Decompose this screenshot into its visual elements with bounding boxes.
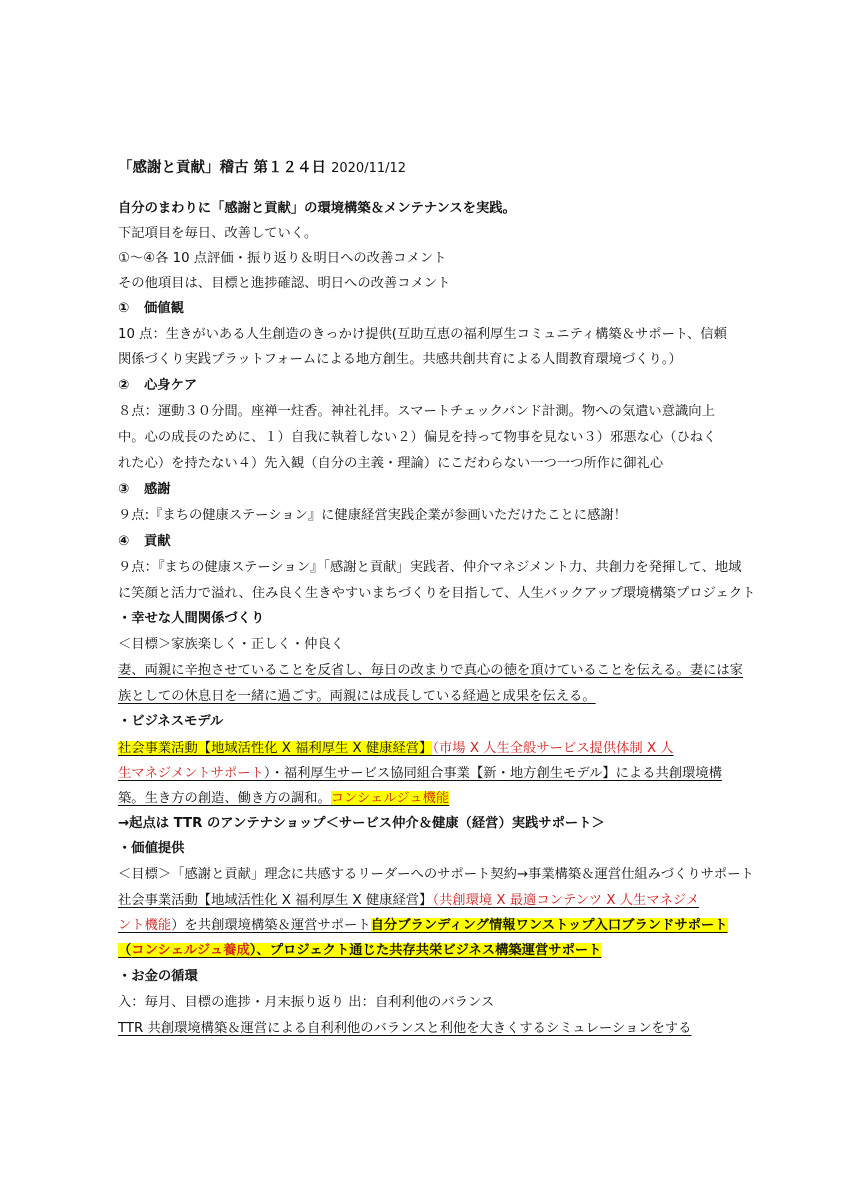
- section-contribution-line-1: ９点：『まちの健康ステーション』「感謝と貢献」実践者、仲介マネジメント力、共創力を発揮して、地域: [118, 560, 742, 575]
- intro-line-3: ①～④各 10 点評価・振り返り＆明日への改善コメント: [118, 251, 447, 266]
- money-cycle-line-2: TTR 共創環境構築＆運営による自利利他のバランスと利他を大きくするシミュレーションをする: [118, 1021, 692, 1036]
- value-offering-line-2: [118, 917, 738, 934]
- section-care-line-3: れた心）を持たない４）先入観（自分の主義・理論）にこだわらない一つ一つ所作に御礼心: [118, 456, 664, 471]
- business-model-line-1: [118, 740, 738, 757]
- section-values-line-2: 関係づくり実践プラットフォームによる地方創生。共感共創共育による人間教育環境づくり。）: [118, 352, 682, 367]
- section-number: ④: [118, 534, 130, 549]
- section-title: 価値観: [144, 301, 184, 316]
- red-text: （: [432, 893, 440, 908]
- highlight-red-text: コンシェルジュ養成: [131, 943, 250, 958]
- section-gratitude-line-1: ９点:『まちの健康ステーション』に健康経営実践企業が参画いただけたことに感謝！: [118, 508, 627, 523]
- highlight-red-text: コンシェルジュ機能: [330, 791, 450, 806]
- highlight-text: （: [118, 943, 132, 958]
- section-care-heading: [118, 377, 738, 394]
- section-number: ③: [118, 482, 130, 497]
- value-offering-goal: ＜目標＞「感謝と貢献」理念に共感するリーダーへのサポート契約→事業構築＆運営仕組みづくりサポート: [118, 867, 754, 882]
- highlight-text: ）、プロジェクト通じた共存共栄ビジネス構築運営サポート: [249, 943, 602, 958]
- plain-text: 築。生き方の創造、働き方の調和。: [118, 791, 331, 806]
- relationships-line-2: 族としての休息日を一緒に過ごす。両親には成長している経過と成果を伝える。: [118, 689, 596, 704]
- intro-heading: 自分のまわりに「感謝と貢献」の環境構築＆メンテナンスを実践。: [118, 201, 516, 216]
- section-number: ①: [118, 301, 130, 316]
- value-offering-line-3: [118, 942, 738, 959]
- value-offering-line-1: [118, 892, 738, 909]
- section-care-line-1: ８点：運動３０分間。座禅一炷香。神社礼拝。スマートチェックバンド計測。物への気遣い意識向上: [118, 404, 715, 419]
- section-contribution-heading: [118, 533, 738, 550]
- section-number: ②: [118, 378, 130, 393]
- plain-text: 社会事業活動【地域活性化 X 福利厚生 X 健康経営】: [118, 893, 433, 908]
- business-model-line-3: [118, 790, 738, 807]
- red-text: （市場 X 人生全般サービス提供体制 X 人: [432, 741, 674, 756]
- section-title: 心身ケア: [144, 378, 198, 393]
- relationships-line-1: 妻、両親に辛抱させていることを反省し、毎日の改まりで真心の徳を頂けていることを伝える。妻には家: [118, 663, 743, 678]
- plain-text: ）を共創環境構築＆運営サポート: [171, 918, 371, 933]
- section-contribution-line-2: に笑顔と活力で溢れ、住み良く生きやすいまちづくりを目指して、人生バックアップ環境構築プロジェクト: [118, 586, 756, 601]
- red-text: 共創環境 X 最適コンテンツ X 人生マネジメ: [439, 893, 700, 908]
- title-date: 2020/11/12: [331, 161, 407, 176]
- intro-line-4: その他項目は、目標と進捗確認、明日への改善コメント: [118, 276, 451, 291]
- money-cycle-line-1: 入：毎月、目標の進捗・月末振り返り 出：自利利他のバランス: [118, 995, 495, 1010]
- antenna-shop-line: →起点は TTR のアンテナショップ＜サービス仲介＆健康（経営）実践サポート＞: [118, 816, 605, 831]
- section-values-line-1: 10 点：生きがいある人生創造のきっかけ提供(互助互恵の福利厚生コミュニティ構築＆サポート、信頼: [118, 327, 727, 342]
- section-care-line-2: 中。心の成長のために、１）自我に執着しない２）偏見を持って物事を見ない３）邪悪な心（ひねく: [118, 430, 717, 445]
- business-model-line-2: [118, 765, 738, 782]
- money-cycle-heading: ・お金の循環: [118, 969, 198, 984]
- business-model-heading: ・ビジネスモデル: [118, 714, 224, 729]
- red-text: ント機能: [118, 918, 172, 933]
- page-title: [118, 160, 738, 177]
- red-text: 生マネジメントサポート: [118, 766, 264, 781]
- title-text: 「感謝と貢献」稽古 第１２４日: [118, 160, 327, 176]
- section-gratitude-heading: [118, 481, 738, 498]
- section-title: 貢献: [144, 534, 171, 549]
- highlight-bold-text: 自分ブランディング情報ワンストップ入口ブランドサポート: [370, 918, 728, 933]
- value-offering-heading: ・価値提供: [118, 841, 185, 856]
- section-title: 感謝: [144, 482, 171, 497]
- relationships-goal: ＜目標＞家族楽しく・正しく・仲良く: [118, 637, 345, 652]
- plain-text: ）・福利厚生サービス協同組合事業【新・地方創生モデル】による共創環境構: [263, 766, 722, 781]
- intro-line-2: 下記項目を毎日、改善していく。: [118, 226, 318, 241]
- section-values-heading: [118, 300, 738, 317]
- relationships-heading: ・幸せな人間関係づくり: [118, 611, 265, 626]
- highlight-text: 社会事業活動【地域活性化 X 福利厚生 X 健康経営】: [118, 741, 433, 756]
